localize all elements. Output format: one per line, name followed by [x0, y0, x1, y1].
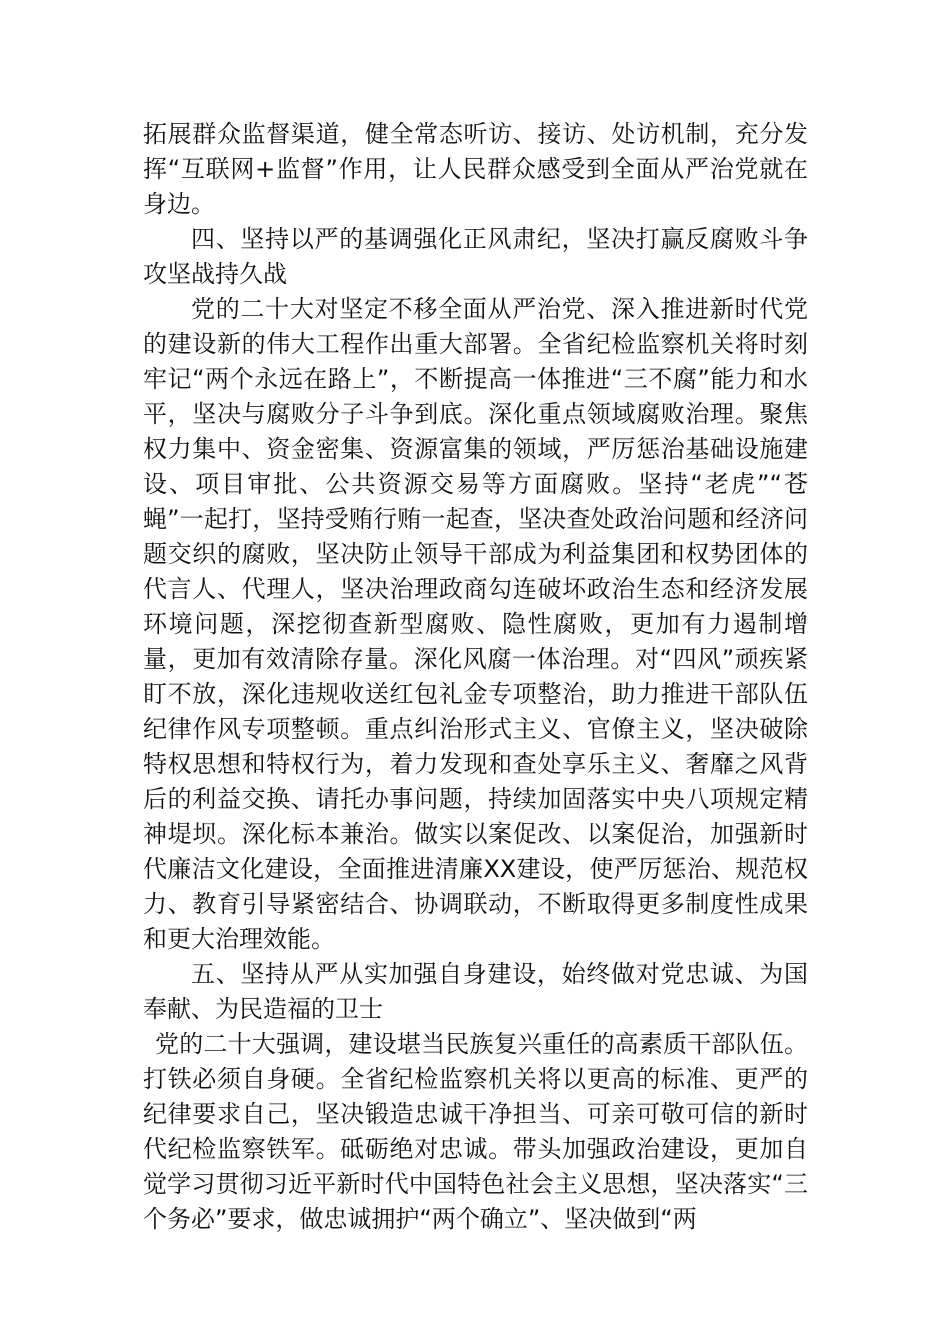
paragraph-anti-corruption: 党的二十大对坚定不移全面从严治党、深入推进新时代党的建设新的伟大工程作出重大部署。全省纪检监察机关将时刻牢记“两个永远在路上”，不断提高一体推进“三不腐”能力和水平，坚决与腐败分子斗争到底。深化重点领域腐败治理。聚焦权力集中、资金密集、资源富集的领域，严厉惩治基础设施建设、项目审批、公共资源交易等方面腐败。坚持“老虎”“苍蝇”一起打，坚持受贿行贿一起查，坚决查处政治问题和经济问题交织的腐败，坚决防止领导干部成为利益集团和权势团体的代言人、代理人，坚决治理政商勾连破坏政治生态和经济发展环境问题，深挖彻查新型腐败、隐性腐败，更加有力遏制增量，更加有效清除存量。深化风腐一体治理。对“四风”顽疾紧盯不放，深化违规收送红包礼金专项整治，助力推进干部队伍纪律作风专项整顿。重点纠治形式主义、官僚主义，坚决破除特权思想和特权行为，着力发现和查处享乐主义、奢靡之风背后的利益交换、请托办事问题，持续加固落实中央八项规定精神堤坝。深化标本兼治。做实以案促改、以案促治，加强新时代廉洁文化建设，全面推进清廉XX建设，使严厉惩治、规范权力、教育引导紧密结合、协调联动，不断取得更多制度性成果和更大治理效能。: [143, 295, 808, 953]
document-page: [143, 117, 808, 1237]
section-heading-five: 五、坚持从严从实加强自身建设，始终做对党忠诚、为国奉献、为民造福的卫士: [143, 960, 808, 1023]
section-heading-four: 四、坚持以严的基调强化正风肃纪，坚决打赢反腐败斗争攻坚战持久战: [143, 225, 808, 288]
paragraph-continuation: 拓展群众监督渠道，健全常态听访、接访、处访机制，充分发挥“互联网+监督”作用，让人民群众感受到全面从严治党就在身边。: [143, 120, 808, 218]
paragraph-self-building: 党的二十大强调，建设堪当民族复兴重任的高素质干部队伍。打铁必须自身硬。全省纪检监察机关将以更高的标准、更严的纪律要求自己，坚决锻造忠诚干净担当、可亲可敬可信的新时代纪检监察铁军。砥砺绝对忠诚。带头加强政治建设，更加自觉学习贯彻习近平新时代中国特色社会主义思想，坚决落实“三个务必”要求，做忠诚拥护“两个确立”、坚决做到“两: [143, 1030, 808, 1233]
